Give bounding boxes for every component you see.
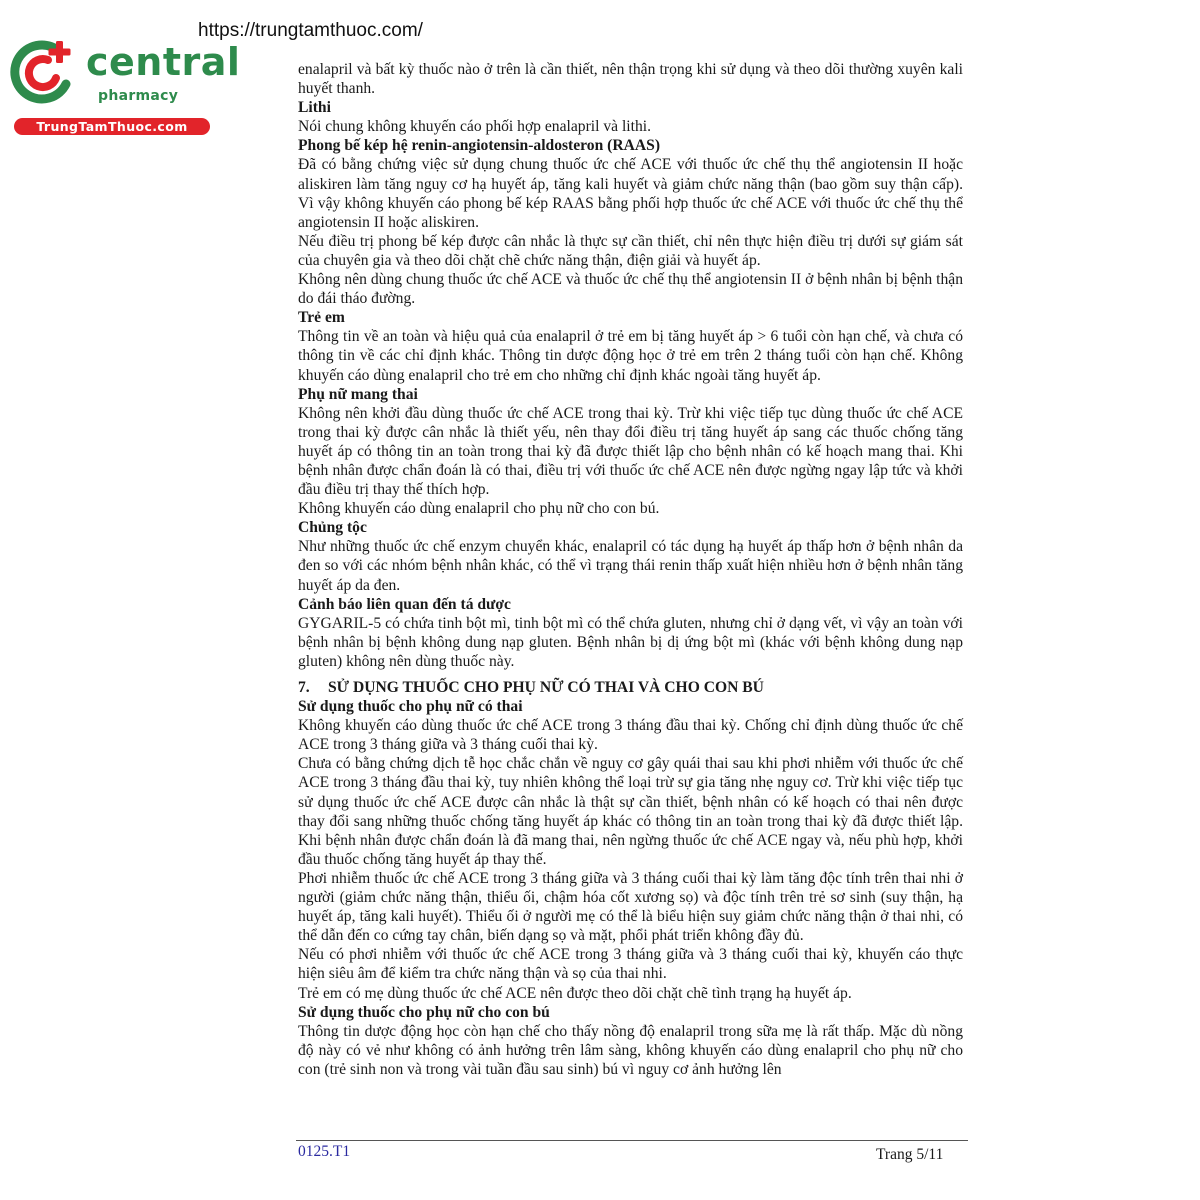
subheading-tre-em: Trẻ em	[298, 309, 345, 327]
subheading-chung-toc: Chủng tộc	[298, 519, 367, 537]
paragraph: GYGARIL-5 có chứa tinh bột mì, tinh bột mì có thể chứa gluten, nhưng chỉ ở dạng vết, vì vậy an toàn với bệnh nhân bị bệnh không dung nạp gluten. Bệnh nhân bị dị ứng bột mì (khác với bệnh không dung nạp gluten) không nên dùng thuốc này.	[298, 614, 963, 670]
source-url[interactable]: https://trungtamthuoc.com/	[198, 20, 423, 41]
central-pharmacy-logo	[10, 36, 241, 136]
document-body	[298, 60, 963, 1079]
logo-wordmark: central	[86, 40, 241, 84]
subheading-ta-duoc: Cảnh báo liên quan đến tá dược	[298, 595, 511, 613]
subheading-lithi: Lithi	[298, 99, 331, 117]
paragraph: Nếu có phơi nhiễm với thuốc ức chế ACE trong 3 tháng giữa và 3 tháng cuối thai kỳ, khuyến cáo thực hiện siêu âm để kiểm tra chức năng thận và sọ của thai nhi.	[298, 946, 963, 983]
paragraph: Thông tin về an toàn và hiệu quả của enalapril ở trẻ em bị tăng huyết áp > 6 tuổi còn hạn chế, và chưa có thông tin về các chỉ định khác. Thông tin dược động học ở trẻ em trên 2 tháng tuổi còn hạn chế. Không khuyến cáo dùng enalapril cho trẻ em cho những chỉ định khác ngoài tăng huyết áp.	[298, 328, 963, 384]
section-heading-7	[298, 678, 963, 697]
paragraph: Như những thuốc ức chế enzym chuyển khác, enalapril có tác dụng hạ huyết áp thấp hơn ở bệnh nhân da đen so với các nhóm bệnh nhân khác, có thể vì trạng thái renin thấp xuất hiện nhiều hơn ở bệnh nhân tăng huyết áp da đen.	[298, 538, 963, 594]
footer-divider	[296, 1140, 968, 1141]
subheading-raas: Phong bế kép hệ renin-angiotensin-aldosteron (RAAS)	[298, 137, 661, 155]
section-title: SỬ DỤNG THUỐC CHO PHỤ NỮ CÓ THAI VÀ CHO CON BÚ	[328, 679, 764, 696]
paragraph: Nói chung không khuyến cáo phối hợp enalapril và lithi.	[298, 118, 651, 136]
paragraph: Không nên dùng chung thuốc ức chế ACE và thuốc ức chế thụ thể angiotensin II ở bệnh nhân bị bệnh thận do đái tháo đường.	[298, 271, 963, 308]
subheading-co-thai: Sử dụng thuốc cho phụ nữ có thai	[298, 698, 523, 716]
logo-site-badge: TrungTamThuoc.com	[14, 118, 210, 135]
section-number: 7.	[298, 679, 310, 696]
paragraph: Đã có bằng chứng việc sử dụng chung thuốc ức chế ACE với thuốc ức chế thụ thể angiotensin II hoặc aliskiren làm tăng nguy cơ hạ huyết áp, tăng kali huyết và giảm chức năng thận (bao gồm suy thận cấp). Vì vậy không khuyến cáo phong bế kép RAAS bằng phối hợp thuốc ức chế ACE với thuốc ức chế thụ thể angiotensin II hoặc aliskiren.	[298, 156, 963, 231]
paragraph: Chưa có bằng chứng dịch tễ học chắc chắn về nguy cơ gây quái thai sau khi phơi nhiễm với thuốc ức chế ACE trong 3 tháng đầu thai kỳ, tuy nhiên không thể loại trừ sự gia tăng nhẹ nguy cơ. Trừ khi việc tiếp tục sử dụng thuốc ức chế ACE được cân nhắc là thật sự cần thiết, bệnh nhân có kế hoạch có thai nên được thay đổi sang những thuốc chống tăng huyết áp khác có thông tin an toàn trong thai kỳ đã được thiết lập. Khi bệnh nhân được chẩn đoán là đã mang thai, nên ngừng thuốc ức chế ACE ngay và, nếu phù hợp, khởi đầu thuốc chống tăng huyết áp thay thế.	[298, 755, 963, 868]
document-code: 0125.T1	[298, 1143, 351, 1160]
paragraph: Không khuyến cáo dùng enalapril cho phụ nữ cho con bú.	[298, 500, 660, 518]
paragraph: Trẻ em có mẹ dùng thuốc ức chế ACE nên được theo dõi chặt chẽ tình trạng hạ huyết áp.	[298, 984, 852, 1002]
paragraph: Phơi nhiễm thuốc ức chế ACE trong 3 tháng giữa và 3 tháng cuối thai kỳ làm tăng độc tính trên thai nhi ở người (giảm chức năng thận, thiểu ối, chậm hóa cốt xương sọ) và độc tính trên trẻ sơ sinh (suy thận, hạ huyết áp, tăng kali huyết). Thiểu ối ở người mẹ có thể là biểu hiện suy giảm chức năng thận ở thai nhi, có thể dẫn đến co cứng tay chân, biến dạng sọ và mặt, phổi phát triển không đầy đủ.	[298, 869, 963, 945]
paragraph: Nếu điều trị phong bế kép được cân nhắc là thực sự cần thiết, chỉ nên thực hiện điều trị dưới sự giám sát của chuyên gia và theo dõi chặt chẽ chức năng thận, điện giải và huyết áp.	[298, 232, 963, 269]
pharmacy-cross-logo-icon	[10, 38, 76, 104]
logo-subtitle: pharmacy	[98, 88, 179, 104]
paragraph: Không khuyến cáo dùng thuốc ức chế ACE trong 3 tháng đầu thai kỳ. Chống chỉ định dùng thuốc ức chế ACE trong 3 tháng giữa và 3 tháng cuối thai kỳ.	[298, 717, 963, 754]
subheading-phu-nu-mang-thai: Phụ nữ mang thai	[298, 385, 418, 403]
paragraph: Thông tin dược động học còn hạn chế cho thấy nồng độ enalapril trong sữa mẹ là rất thấp. Mặc dù nồng độ này có vẻ như không có ảnh hưởng trên lâm sàng, không khuyến cáo dùng enalapril cho phụ nữ cho con (trẻ sinh non và trong vài tuần đầu sau sinh) bú vì nguy cơ ảnh hưởng lên	[298, 1022, 963, 1078]
page-number: Trang 5/11	[876, 1146, 944, 1163]
paragraph: Không nên khởi đầu dùng thuốc ức chế ACE trong thai kỳ. Trừ khi việc tiếp tục dùng thuốc ức chế ACE trong thai kỳ được cân nhắc là thiết yếu, nên thay đổi điều trị tăng huyết áp sang các thuốc chống tăng huyết áp có thông tin an toàn trong thai kỳ đã được thiết lập cho bệnh nhân có kế hoạch mang thai. Khi bệnh nhân được chẩn đoán là có thai, điều trị với thuốc ức chế ACE nên được ngừng ngay lập tức và khởi đầu điều trị thay thế thích hợp.	[298, 404, 963, 499]
subheading-cho-con-bu: Sử dụng thuốc cho phụ nữ cho con bú	[298, 1003, 550, 1021]
paragraph: enalapril và bất kỳ thuốc nào ở trên là cần thiết, nên thận trọng khi sử dụng và theo dõi thường xuyên kali huyết thanh.	[298, 61, 963, 98]
